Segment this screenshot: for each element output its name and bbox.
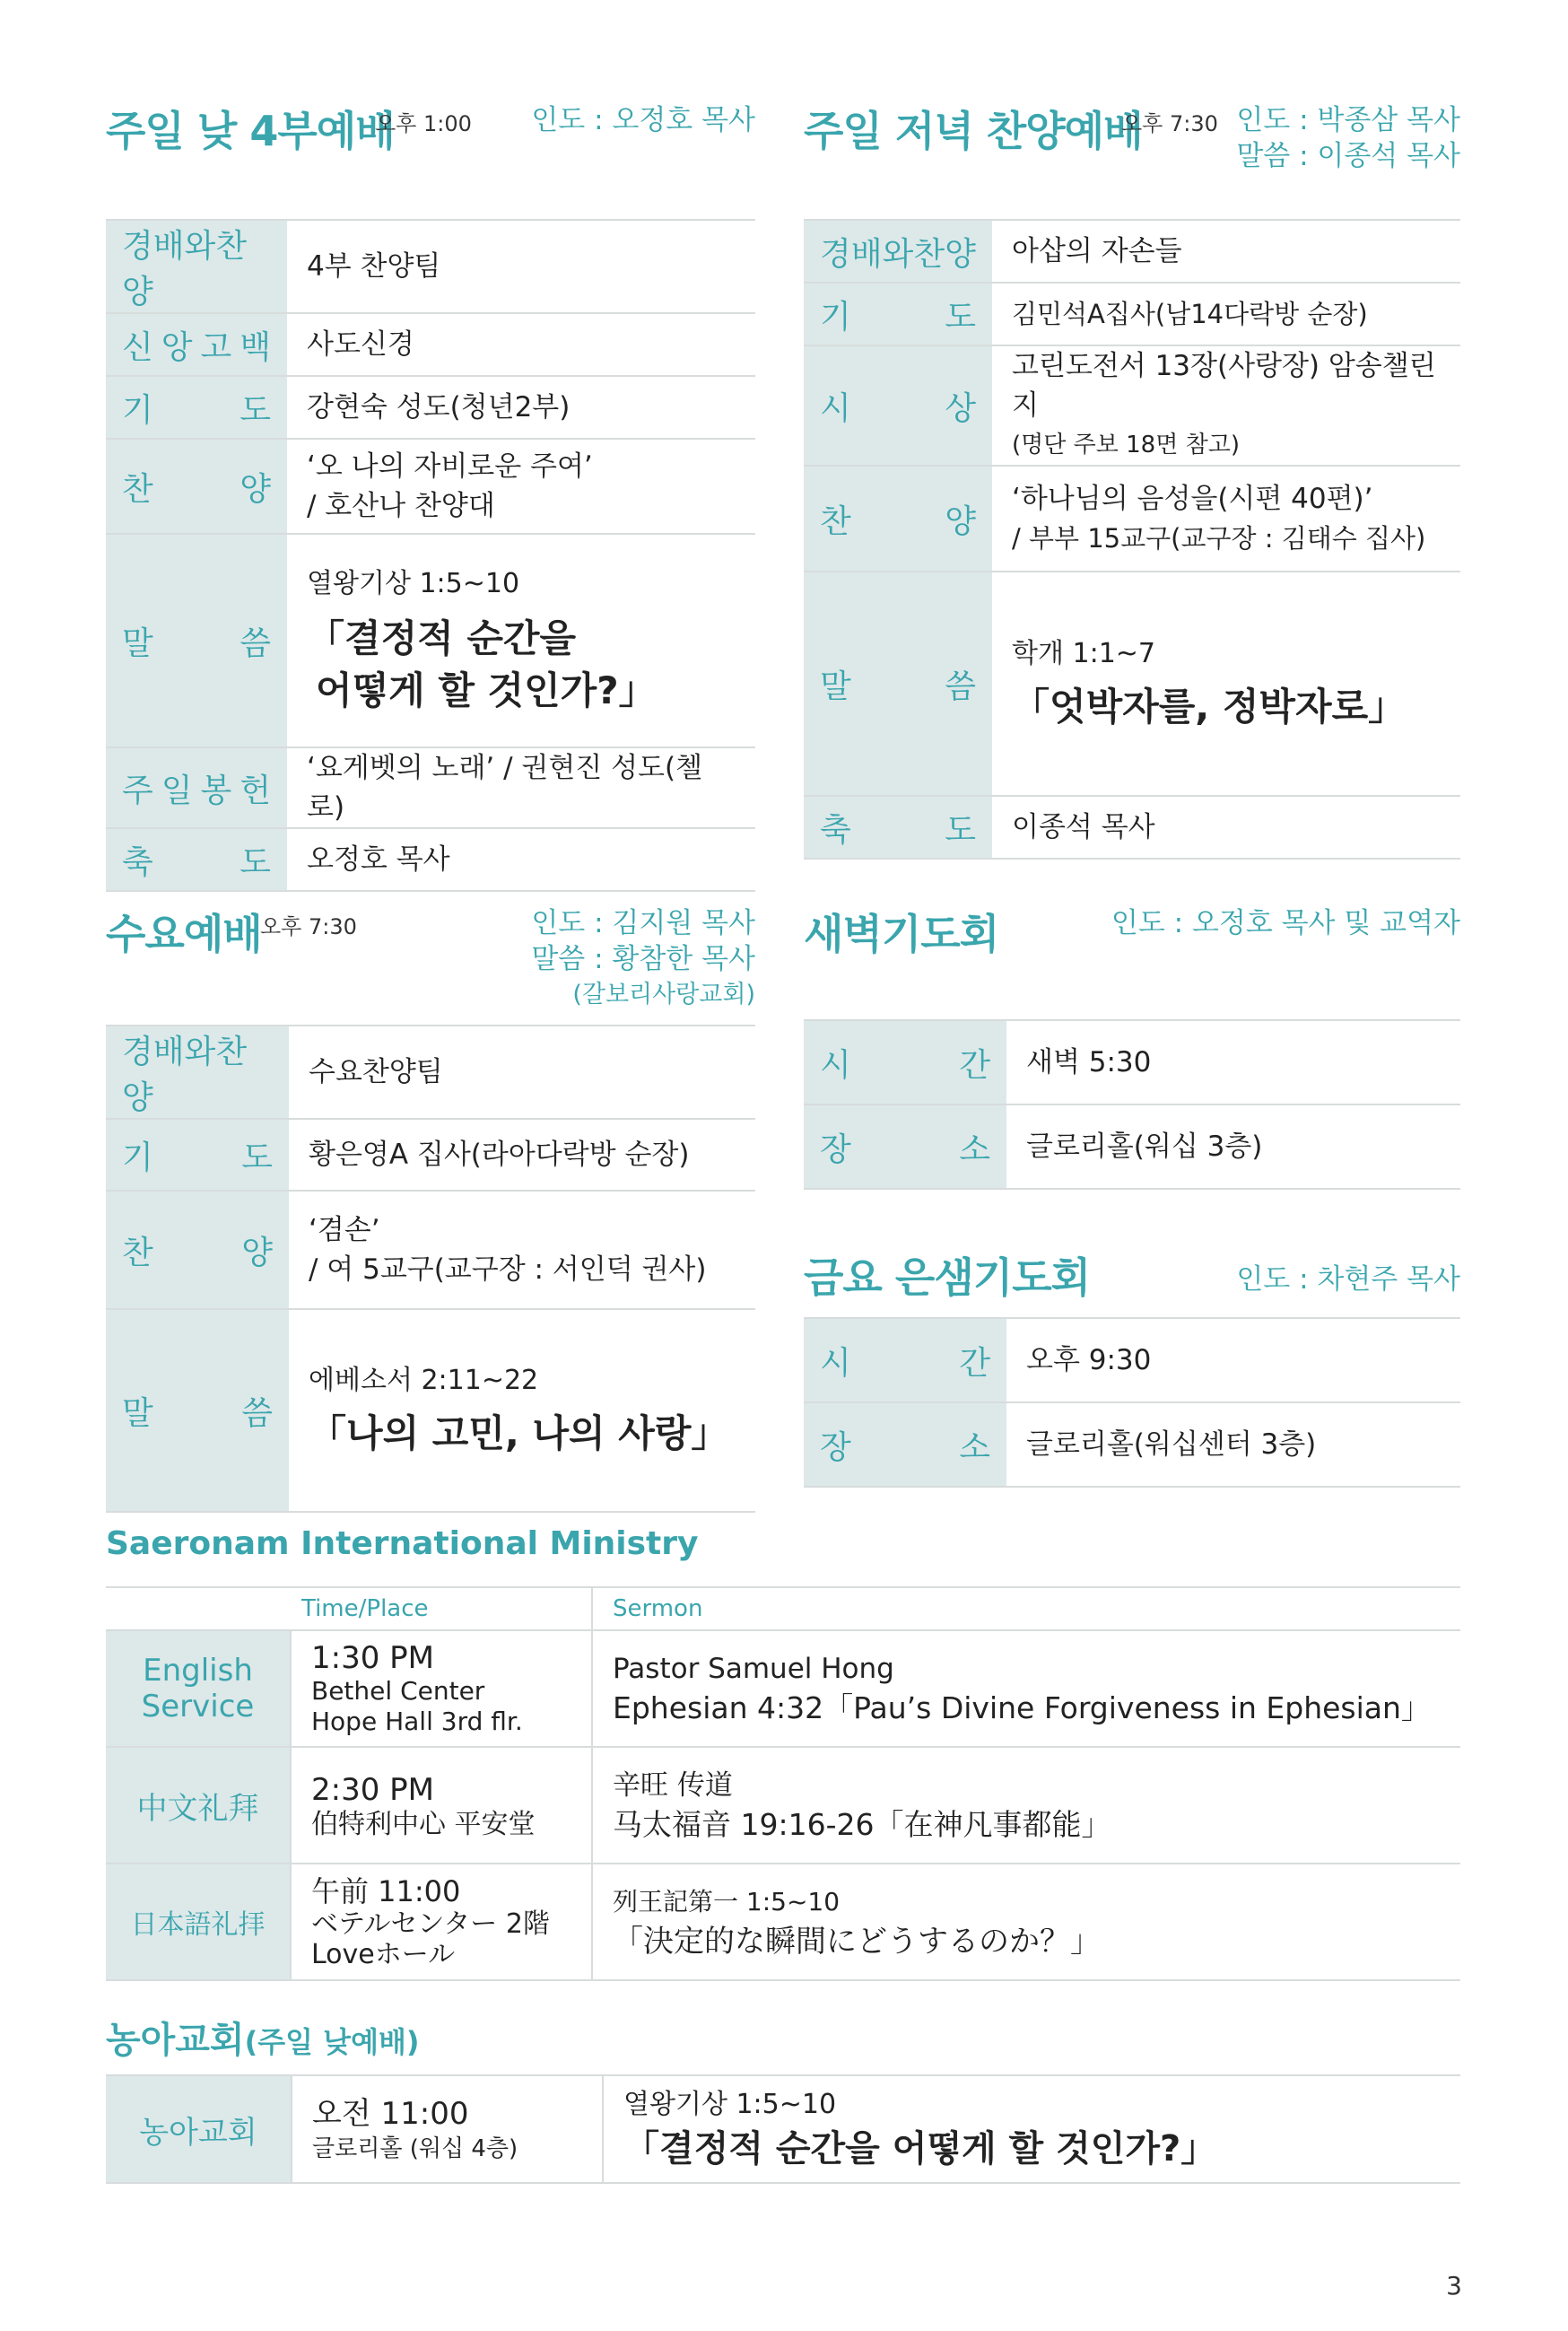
row-value: ‘겸손’ / 여 5교구(교구장 : 서인덕 권사) (289, 1191, 755, 1309)
row-label: 시 상 (804, 345, 992, 466)
row-label: 시 간 (804, 1318, 1006, 1402)
row-value: 이종석 목사 (992, 796, 1460, 859)
sim-row-label: English Service (106, 1630, 291, 1747)
evening-time: 오후 7:30 (1121, 111, 1218, 136)
deaf-table (106, 2074, 1460, 2184)
sim-row-label: 日本語礼拝 (106, 1864, 291, 1980)
row-label: 경배와찬양 (106, 220, 287, 313)
row-label: 말 씀 (804, 572, 992, 796)
friday-section (804, 1245, 1460, 1308)
sim-header-time: Time/Place (291, 1587, 592, 1630)
dawn-table (804, 1019, 1460, 1190)
wednesday-time: 오후 7:30 (260, 914, 357, 939)
row-label: 찬 양 (106, 1191, 289, 1309)
deaf-time: 오전 11:00 글로리홀 (워십 4층) (292, 2075, 603, 2183)
wednesday-leaders: 인도 : 김지원 목사 말씀 : 황참한 목사 (갈보리사랑교회) (531, 907, 755, 1008)
sim-row-time: 2:30 PM 伯特利中心 平安堂 (291, 1747, 592, 1864)
sim-header-blank (106, 1587, 291, 1630)
wednesday-section (106, 902, 755, 1018)
row-label: 축 도 (106, 828, 287, 891)
row-label: 신 앙 고 백 (106, 313, 287, 376)
evening-section (804, 99, 1460, 179)
dawn-title: 새벽기도회 (804, 910, 999, 958)
sim-row-label: 中文礼拜 (106, 1747, 291, 1864)
row-value: 강현숙 성도(청년2부) (287, 376, 755, 439)
wednesday-title: 수요예배 (106, 910, 262, 958)
evening-table (804, 219, 1460, 860)
sim-header-sermon: Sermon (592, 1587, 1460, 1630)
deaf-sermon: 열왕기상 1:5~10 「결정적 순간을 어떻게 할 것인가?」 (603, 2075, 1460, 2183)
sim-row-sermon: 辛旺 传道 马太福音 19:16-26「在神凡事都能」 (592, 1747, 1460, 1864)
sim-row-time: 1:30 PM Bethel Center Hope Hall 3rd flr. (291, 1630, 592, 1747)
sunday4-leader: 인도 : 오정호 목사 (531, 104, 755, 136)
row-value: 오정호 목사 (287, 828, 755, 891)
row-value: 글로리홀(워십 3층) (1006, 1104, 1460, 1189)
evening-leaders: 인도 : 박종삼 목사 말씀 : 이종석 목사 (1236, 104, 1460, 172)
row-label: 시 간 (804, 1020, 1006, 1104)
row-value: 새벽 5:30 (1006, 1020, 1460, 1104)
row-label: 경배와찬양 (106, 1026, 289, 1119)
row-value: ‘오 나의 자비로운 주여’ / 호산나 찬양대 (287, 439, 755, 534)
row-value: 김민석A집사(남14다락방 순장) (992, 283, 1460, 345)
row-value: 사도신경 (287, 313, 755, 376)
row-label: 기 도 (804, 283, 992, 345)
row-value: ‘하나님의 음성을(시편 40편)’ / 부부 15교구(교구장 : 김태수 집사) (992, 466, 1460, 572)
row-value: 황은영A 집사(라아다락방 순장) (289, 1119, 755, 1191)
dawn-section (804, 902, 1460, 965)
sunday4-table (106, 219, 755, 892)
dawn-leader: 인도 : 오정호 목사 및 교역자 (1111, 907, 1460, 939)
row-value: 고린도전서 13장(사랑장) 암송챌린지 (명단 주보 18면 참고) (992, 345, 1460, 466)
deaf-label: 농아교회 (106, 2075, 292, 2183)
row-label: 주 일 봉 헌 (106, 747, 287, 828)
sunday4-time: 오후 1:00 (375, 111, 472, 136)
friday-leader: 인도 : 차현주 목사 (1236, 1263, 1460, 1296)
wednesday-table (106, 1025, 755, 1513)
row-label: 기 도 (106, 376, 287, 439)
row-label: 축 도 (804, 796, 992, 859)
row-value: 글로리홀(워십센터 3층) (1006, 1402, 1460, 1487)
sim-row-sermon: 列王記第一 1:5~10 「決定的な瞬間にどうするのか？」 (592, 1864, 1460, 1980)
sermon-value: 학개 1:1~7 「엇박자를, 정박자로」 (992, 572, 1460, 796)
page-number: 3 (1446, 2271, 1462, 2300)
row-label: 장 소 (804, 1402, 1006, 1487)
deaf-section-title: 농아교회(주일 낮예배) (106, 2020, 420, 2061)
row-label: 말 씀 (106, 1309, 289, 1512)
row-value: ‘요게벳의 노래’ / 권현진 성도(첼로) (287, 747, 755, 828)
friday-table (804, 1317, 1460, 1488)
sermon-value: 열왕기상 1:5~10 「결정적 순간을 어떻게 할 것인가?」 (287, 534, 755, 747)
evening-title: 주일 저녁 찬양예배 (804, 107, 1143, 155)
row-label: 말 씀 (106, 534, 287, 747)
sim-table (106, 1586, 1460, 1981)
row-value: 아삽의 자손들 (992, 220, 1460, 283)
row-value: 오후 9:30 (1006, 1318, 1460, 1402)
row-label: 장 소 (804, 1104, 1006, 1189)
sim-title: Saeronam International Ministry (106, 1525, 699, 1562)
row-label: 찬 양 (804, 466, 992, 572)
sunday4-title: 주일 낮 4부예배 (106, 107, 395, 155)
row-value: 4부 찬양팀 (287, 220, 755, 313)
sunday4-section (106, 99, 755, 170)
row-value: 수요찬양팀 (289, 1026, 755, 1119)
row-label: 경배와찬양 (804, 220, 992, 283)
row-label: 찬 양 (106, 439, 287, 534)
sermon-value: 에베소서 2:11~22 「나의 고민, 나의 사랑」 (289, 1309, 755, 1512)
row-label: 기 도 (106, 1119, 289, 1191)
sim-row-sermon: Pastor Samuel Hong Ephesian 4:32「Pau’s Divine Forgiveness in Ephesian」 (592, 1630, 1460, 1747)
friday-title: 금요 은샘기도회 (804, 1253, 1091, 1302)
sim-row-time: 午前 11:00 ベテルセンター 2階 Loveホール (291, 1864, 592, 1980)
